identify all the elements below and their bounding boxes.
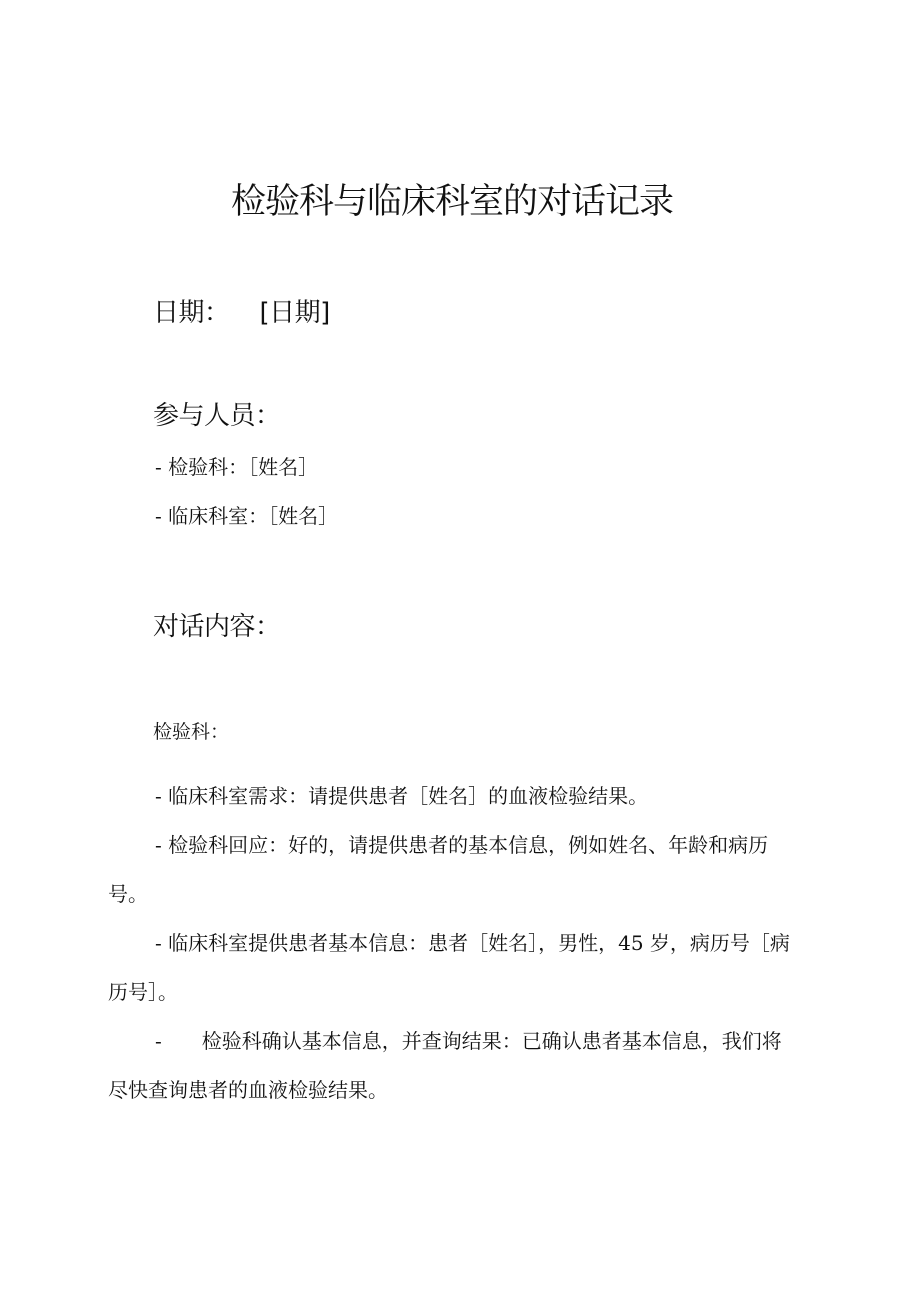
date-label: 日期： [153, 298, 230, 328]
date-value: [日期] [259, 298, 330, 328]
dialogue-paragraph: - 临床科室提供患者基本信息：患者［姓名］，男性，45 岁，病历号［病历号］。 [108, 931, 790, 1004]
dialogue-heading: 对话内容： [153, 612, 281, 642]
dialogue-paragraph: - 临床科室需求：请提供患者［姓名］的血液检验结果。 [155, 784, 649, 808]
participants-heading: 参与人员： [153, 401, 281, 431]
document-title: 检验科与临床科室的对话记录 [230, 182, 673, 222]
speaker-label: 检验科： [153, 721, 230, 743]
participant-lab: - 检验科：［姓名］ [155, 455, 319, 479]
participant-clinical: - 临床科室：［姓名］ [155, 504, 339, 528]
dialogue-paragraph: - 检验科确认基本信息，并查询结果：已确认患者基本信息，我们将尽快查询患者的血液检验结果。 [108, 1029, 782, 1102]
dialogue-paragraph: - 检验科回应：好的，请提供患者的基本信息，例如姓名、年龄和病历号。 [108, 833, 769, 906]
date-line [153, 295, 330, 331]
